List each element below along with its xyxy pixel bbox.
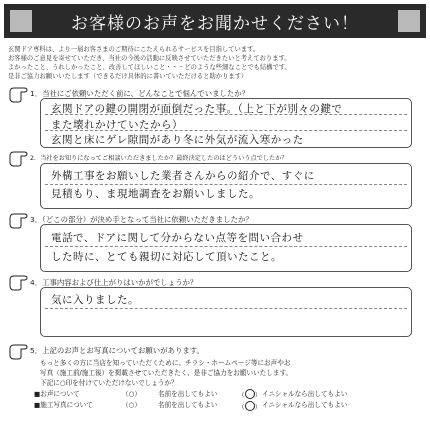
intro-line: お客様のご意見を寄せていただき、当社の今後の活動に反映させていただきたいと考えております。 xyxy=(8,55,291,62)
initial-ok-circle-voice[interactable] xyxy=(245,389,255,399)
option-row-photo: ■施工写真について xyxy=(34,400,93,409)
banner-square-left xyxy=(10,10,32,32)
answer-box-4 xyxy=(40,287,412,337)
answer-1-line-1: 玄関ドアの鍵の開閉が面倒だった事。（上と下が別々の鍵で xyxy=(51,103,343,115)
name-ok-mark-voice[interactable]: ○ xyxy=(128,390,135,398)
intro-line: 是非ご協力お願いいたします（できるだけ具体的に書いていただけると助かります） xyxy=(8,73,248,80)
page-title: お客様のお声をお聞かせください！ xyxy=(71,13,359,34)
name-ok-label: 名前を出してもよい xyxy=(158,400,218,409)
intro-line: よかったこと、うれしかったこと、改善してほしいこと・・・どのような些細なことでも結構です。 xyxy=(8,64,291,71)
section-5-line: 下記に○印を付けていただけないでしょうか？ xyxy=(40,379,178,387)
option-row-voice: ■お声について xyxy=(34,390,80,398)
section-5-line: もっと多くの方に当店を知っていただくために、チラシ・ホームページ等にお声やお xyxy=(40,359,291,367)
answer-rule xyxy=(45,246,407,247)
answer-3-line-2: した時に、とても親切に対応して頂いたこと。 xyxy=(51,251,282,263)
question-1-label: 1．当社にご依頼いただく前に、どんなことで悩んでいましたか？ xyxy=(30,89,250,98)
initial-ok-label: イニシャルなら出してもよい xyxy=(262,390,348,398)
section-5-label: 5．上記のお声とお写真についてお願いがあります。 xyxy=(30,346,204,355)
answer-2-line-2: 見積もり、ま現地調査をお願いしました。 xyxy=(51,188,260,200)
answer-box-3 xyxy=(40,224,412,272)
answer-rule xyxy=(45,308,407,309)
answer-2-line-1: 外構工事をお願いした業者さんからの紹介で、すぐに xyxy=(51,170,315,182)
name-ok-label: 名前を出してもよい xyxy=(158,390,218,398)
question-3-label: 3．（どこの部分）が決め手となって当社に依頼いただきましたか？ xyxy=(30,215,253,224)
banner-square-right xyxy=(398,10,420,32)
answer-1-line-2: また壊れかけていたから） xyxy=(51,119,183,131)
option-marks: （○） （○） xyxy=(122,390,141,409)
option-initial-ok xyxy=(262,389,347,410)
option-initial-marks: （ ） （ ） xyxy=(238,391,262,411)
answer-3-line-1: 電話で、ドアに関して分からない点等を問い合わせ xyxy=(51,232,304,244)
answer-box-1 xyxy=(40,98,412,148)
intro-text xyxy=(8,45,422,81)
option-name-ok xyxy=(158,389,217,410)
title-banner xyxy=(4,4,426,38)
answer-1-line-3: 玄関と床にゲレ隙間があり冬に外気が流入寒かった xyxy=(51,134,304,146)
section-5-line: 写真（施工前/施工後）を掲載させていただきたく、是非ご協力をお願いいたします。 xyxy=(40,369,293,377)
initial-ok-label: イニシャルなら出してもよい xyxy=(262,400,348,409)
initial-ok-circle-photo[interactable] xyxy=(245,401,255,411)
question-4-label: 4．工事内容および仕上がりはいかがでしょうか？ xyxy=(30,278,198,287)
section-5-text xyxy=(40,358,410,388)
answer-rule xyxy=(45,184,407,185)
name-ok-mark-photo[interactable]: ○ xyxy=(128,400,135,409)
option-items xyxy=(34,389,93,410)
intro-line: 玄関ドア専科は、より一層お客さまのご期待にこたえられるサービスを目指しています。 xyxy=(8,46,260,53)
answer-box-2 xyxy=(40,163,412,209)
question-2-label: 2．当社をお知りになってご相談いただきましたか？最終決定したのはどういう点でしたか？ xyxy=(30,155,288,162)
answer-4-line-1: 気に入りました。 xyxy=(51,294,139,306)
